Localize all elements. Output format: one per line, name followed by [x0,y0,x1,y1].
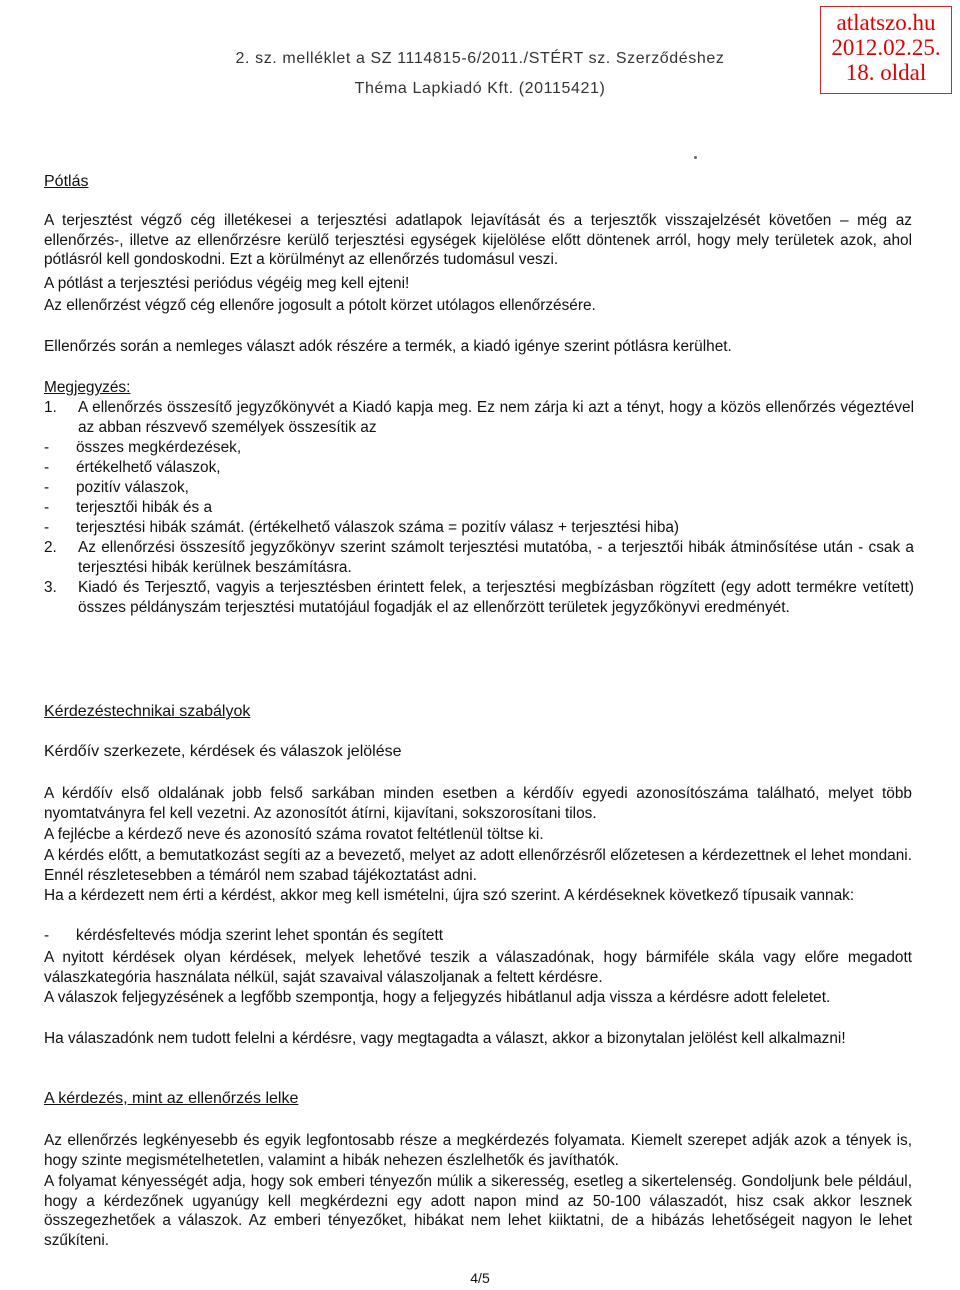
item-number: 2. [44,539,57,556]
item-text: Kiadó és Terjesztő, vagyis a terjesztésben érintett felek, a terjesztési megbízásban rögzített (egy adott termékre vetített) összes példányszám terjesztési mutatójául fogadják el az ellenőrzött területek jegyzőkönyvi eredményét. [78,579,914,616]
potlas-paragraph-3: Az ellenőrzést végző cég ellenőre jogosult a pótolt körzet utólagos ellenőrzésére. [44,297,596,314]
potlas-paragraph-1: A terjesztést végző cég illetékesei a terjesztési adatlapok lejavítását és a terjesztők visszajelzését követően – még az ellenőrzés-, illetve az ellenőrzésre kerülő terjesztési egységek kijelölése előtt döntenek arról, hogy mely területek azok, ahol pótlásról kell gondoskodni. Ezt a körülményt az ellenőrzés tudomásul veszi. [44,212,912,268]
list-item: - összes megkérdezések, [44,439,242,456]
potlas-paragraph-2: A pótlást a terjesztési periódus végéig meg kell ejteni! [44,275,410,292]
item-number: 1. [44,399,57,416]
scan-speck [694,156,697,159]
list-item: - terjesztői hibák és a [44,499,213,516]
potlas-paragraph-4: Ellenőrzés során a nemleges választ adók részére a termék, a kiadó igénye szerint pótlásra kerülhet. [44,338,732,355]
section-subtitle: Kérdőív szerkezete, kérdések és válaszok jelölése [44,743,402,760]
list-item: - terjesztési hibák számát. (értékelhető válaszok száma = pozitív válasz + terjesztési hiba) [44,519,680,536]
section-title-kerdezes: Kérdezéstechnikai szabályok [44,703,251,720]
stamp-page: 18. oldal [845,60,927,85]
kerdezes-paragraph-2: A fejlécbe a kérdező neve és azonosító száma rovatot feltétlenül töltse ki. [44,826,544,843]
megjegyzes-item-2 [44,538,914,577]
item-number: 3. [44,579,57,596]
megjegyzes-list [44,398,914,618]
section-title-megjegyzes: Megjegyzés: [44,379,131,396]
kerdezes-paragraph-3: A kérdés előtt, a bemutatkozást segíti az a bevezető, melyet az adott ellenőrzésről előzetesen a kérdezettnek el lehet mondani. Ennél részletesebben a témáról nem szabad tájékoztatást adni. [44,847,912,884]
section-title-potlas: Pótlás [44,173,89,190]
stamp-date: 2012.02.25. [831,35,941,60]
lelke-paragraph-2: A folyamat kényességét adja, hogy sok emberi tényezőn múlik a sikeresség, esetleg a sikertelenség. Gondoljunk bele például, hogy a kérdezőnek ugyanúgy kell megkérdezni egy adott napon mind az 50-100 válaszadót, hisz csak akkor lesznek összegezhetőek a válaszok. Az emberi tényezőket, hibákat nem lehet kiiktatni, de a hibázás lehetőségeit nagyon le lehet szűkíteni. [44,1173,912,1249]
item-text: A ellenőrzés összesítő jegyzőkönyvét a Kiadó kapja meg. Ez nem zárja ki azt a tényt, hogy a közös ellenőrzés végeztével az abban részvevő személyek összesítik az [78,399,914,436]
stamp-site: atlatszo.hu [836,10,936,35]
kerdezes-paragraph-1: A kérdőív első oldalának jobb felső sarkában minden esetben a kérdőív egyedi azonosítószáma található, melyet több nyomtatványra fel kell vezetni. Az azonosítót átírni, kijavítani, sokszorosítani tilos. [44,785,912,822]
list-item: - pozitív válaszok, [44,479,189,496]
document-header [180,44,780,104]
page-number: 4/5 [470,1270,490,1286]
header-company: Théma Lapkiadó Kft. (20115421) [354,80,606,97]
kerdezes-paragraph-6: A válaszok feljegyzésének a legfőbb szempontja, hogy a feljegyzés hibátlanul adja vissza a kérdésre adott feleletet. [44,989,831,1006]
section-title-lelke: A kérdezés, mint az ellenőrzés lelke [44,1090,299,1107]
header-contract-ref: 2. sz. melléklet a SZ 1114815-6/2011./STÉRT sz. Szerződéshez [235,50,725,67]
kerdezes-paragraph-4: Ha a kérdezett nem érti a kérdést, akkor meg kell ismételni, újra szó szerint. A kérdéseknek következő típusaik vannak: [44,887,855,904]
kerdezes-bullet: - kérdésfeltevés módja szerint lehet spontán és segített [44,927,444,944]
megjegyzes-item-3 [44,578,914,617]
item-text: Az ellenőrzési összesítő jegyzőkönyv szerint számolt terjesztési mutatóba, - a terjesztői hibák átminősítése után - csak a terjesztési hibák kerülnek beszámításra. [78,539,914,576]
lelke-paragraph-1: Az ellenőrzés legkényesebb és egyik legfontosabb része a megkérdezés folyamata. Kiemelt szerepet adják azok a tények is, hogy szinte megismételhetetlen, valamint a hibák nehezen észlelhetők és javíthatók. [44,1132,912,1169]
atlatszo-stamp [820,6,952,94]
megjegyzes-item-1 [44,398,914,437]
list-item: - értékelhető válaszok, [44,459,221,476]
kerdezes-paragraph-7: Ha válaszadónk nem tudott felelni a kérdésre, vagy megtagadta a választ, akkor a bizonytalan jelölést kell alkalmazni! [44,1030,846,1047]
kerdezes-paragraph-5: A nyitott kérdések olyan kérdések, melyek lehetővé teszik a válaszadónak, hogy bármiféle skála vagy előre megadott válaszkategória használata nélkül, saját szavaival válaszoljanak a feltett kérdésre. [44,949,912,986]
